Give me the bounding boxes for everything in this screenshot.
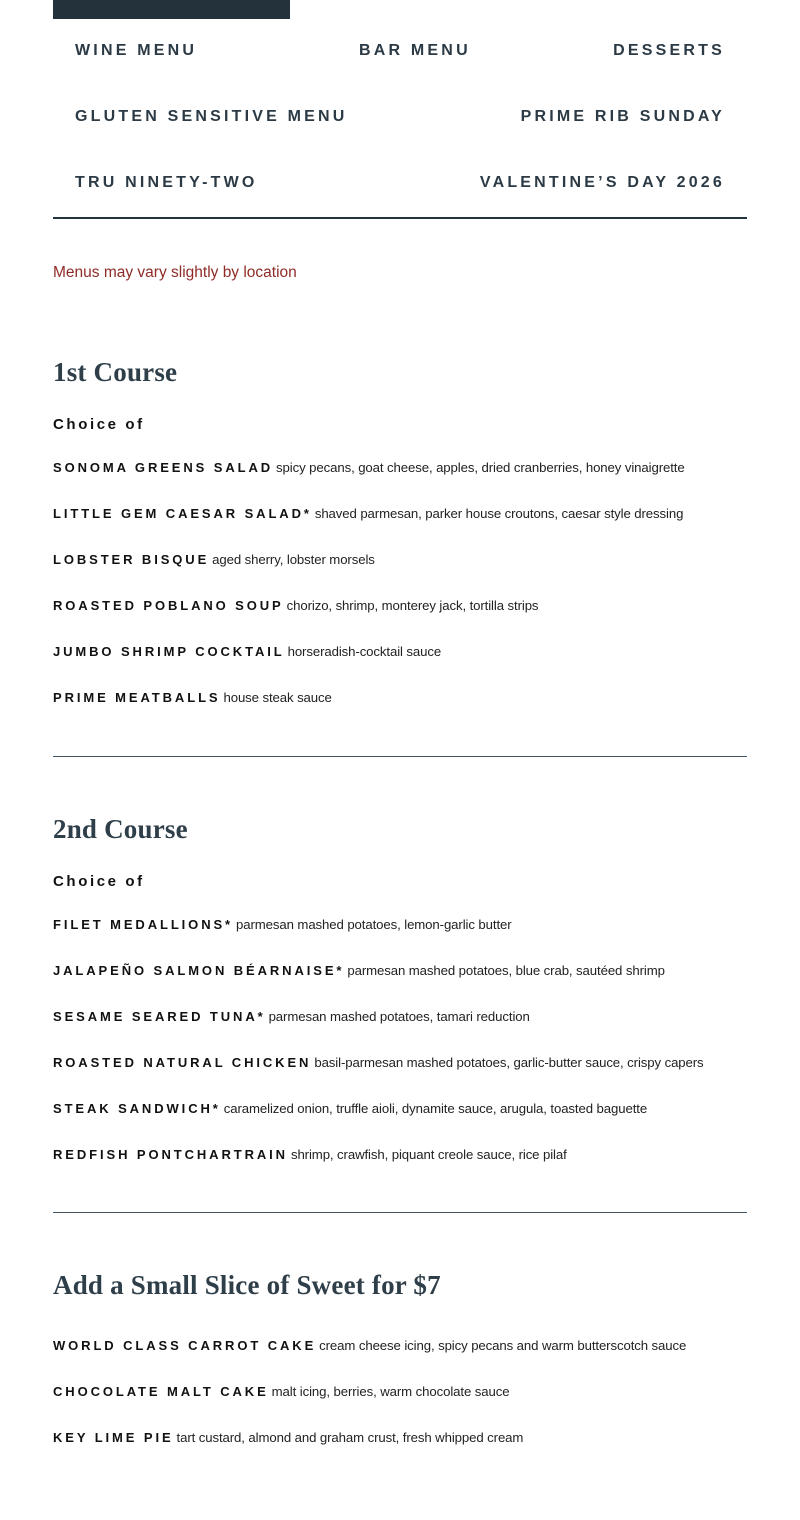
section-divider — [53, 1212, 747, 1213]
menu-item-description: spicy pecans, goat cheese, apples, dried cranberries, honey vinaigrette — [276, 460, 685, 475]
menu-item-description: tart custard, almond and graham crust, fresh whipped cream — [176, 1430, 524, 1445]
menu-item — [53, 1145, 567, 1165]
menu-item-description: basil-parmesan mashed potatoes, garlic-butter sauce, crispy capers — [314, 1055, 704, 1070]
nav-link-valentines-day-2026[interactable]: VALENTINE’S DAY 2026 — [479, 174, 725, 191]
menu-item — [53, 688, 332, 708]
menu-item-description: parmesan mashed potatoes, blue crab, sautéed shrimp — [347, 963, 665, 978]
menu-item-description: parmesan mashed potatoes, tamari reduction — [268, 1009, 530, 1024]
menu-item-name: SONOMA GREENS SALAD — [53, 460, 274, 475]
menu-item-name: REDFISH PONTCHARTRAIN — [53, 1147, 288, 1162]
nav-link-wine-menu[interactable]: WINE MENU — [75, 42, 198, 59]
menu-item — [53, 458, 685, 478]
menu-item-name: LOBSTER BISQUE — [53, 552, 210, 567]
menu-item-description: aged sherry, lobster morsels — [212, 552, 375, 567]
menu-item-description: parmesan mashed potatoes, lemon-garlic butter — [236, 917, 512, 932]
active-tab-indicator — [53, 0, 290, 19]
menu-item-name: LITTLE GEM CAESAR SALAD* — [53, 506, 312, 521]
menu-item-name: ROASTED POBLANO SOUP — [53, 598, 284, 613]
menu-item — [53, 1053, 704, 1073]
menu-item-description: chorizo, shrimp, monterey jack, tortilla strips — [286, 598, 539, 613]
course2-title: 2nd Course — [53, 814, 188, 844]
location-note: Menus may vary slightly by location — [53, 264, 297, 281]
course1-title: 1st Course — [53, 357, 178, 387]
menu-item — [53, 596, 538, 616]
menu-item — [53, 1099, 647, 1119]
menu-item-name: JUMBO SHRIMP COCKTAIL — [53, 644, 285, 659]
menu-item-name: CHOCOLATE MALT CAKE — [53, 1384, 269, 1399]
menu-item — [53, 1428, 523, 1448]
menu-item-name: WORLD CLASS CARROT CAKE — [53, 1338, 317, 1353]
menu-item-name: SESAME SEARED TUNA* — [53, 1009, 266, 1024]
course1-choice-label: Choice of — [53, 416, 145, 433]
nav-link-prime-rib-sunday[interactable]: PRIME RIB SUNDAY — [520, 108, 725, 125]
menu-item-description: cream cheese icing, spicy pecans and warm butterscotch sauce — [319, 1338, 687, 1353]
menu-item — [53, 915, 512, 935]
menu-item-description: shaved parmesan, parker house croutons, caesar style dressing — [314, 506, 684, 521]
menu-item-description: caramelized onion, truffle aioli, dynamite sauce, arugula, toasted baguette — [223, 1101, 648, 1116]
nav-link-tru-ninety-two[interactable]: TRU NINETY-TWO — [75, 174, 258, 191]
menu-item-name: ROASTED NATURAL CHICKEN — [53, 1055, 312, 1070]
menu-item — [53, 504, 683, 524]
section-divider — [53, 756, 747, 757]
course2-choice-label: Choice of — [53, 873, 145, 890]
menu-nav — [53, 19, 747, 219]
menu-item-name: STEAK SANDWICH* — [53, 1101, 221, 1116]
menu-item-name: PRIME MEATBALLS — [53, 690, 221, 705]
menu-item — [53, 1336, 686, 1356]
menu-item — [53, 1382, 509, 1402]
menu-item-description: malt icing, berries, warm chocolate sauce — [271, 1384, 510, 1399]
menu-item-description: house steak sauce — [223, 690, 332, 705]
nav-link-gluten-sensitive-menu[interactable]: GLUTEN SENSITIVE MENU — [75, 108, 348, 125]
menu-item-name: KEY LIME PIE — [53, 1430, 174, 1445]
menu-item-name: JALAPEÑO SALMON BÉARNAISE* — [53, 963, 345, 978]
menu-item-name: FILET MEDALLIONS* — [53, 917, 234, 932]
menu-item — [53, 550, 375, 570]
nav-link-desserts[interactable]: DESSERTS — [613, 42, 725, 59]
menu-item — [53, 642, 441, 662]
menu-item-description: shrimp, crawfish, piquant creole sauce, rice pilaf — [290, 1147, 567, 1162]
nav-link-bar-menu[interactable]: BAR MENU — [359, 42, 471, 59]
menu-item — [53, 961, 665, 981]
menu-item — [53, 1007, 530, 1027]
dessert-title: Add a Small Slice of Sweet for $7 — [53, 1270, 441, 1300]
menu-item-description: horseradish-cocktail sauce — [287, 644, 442, 659]
